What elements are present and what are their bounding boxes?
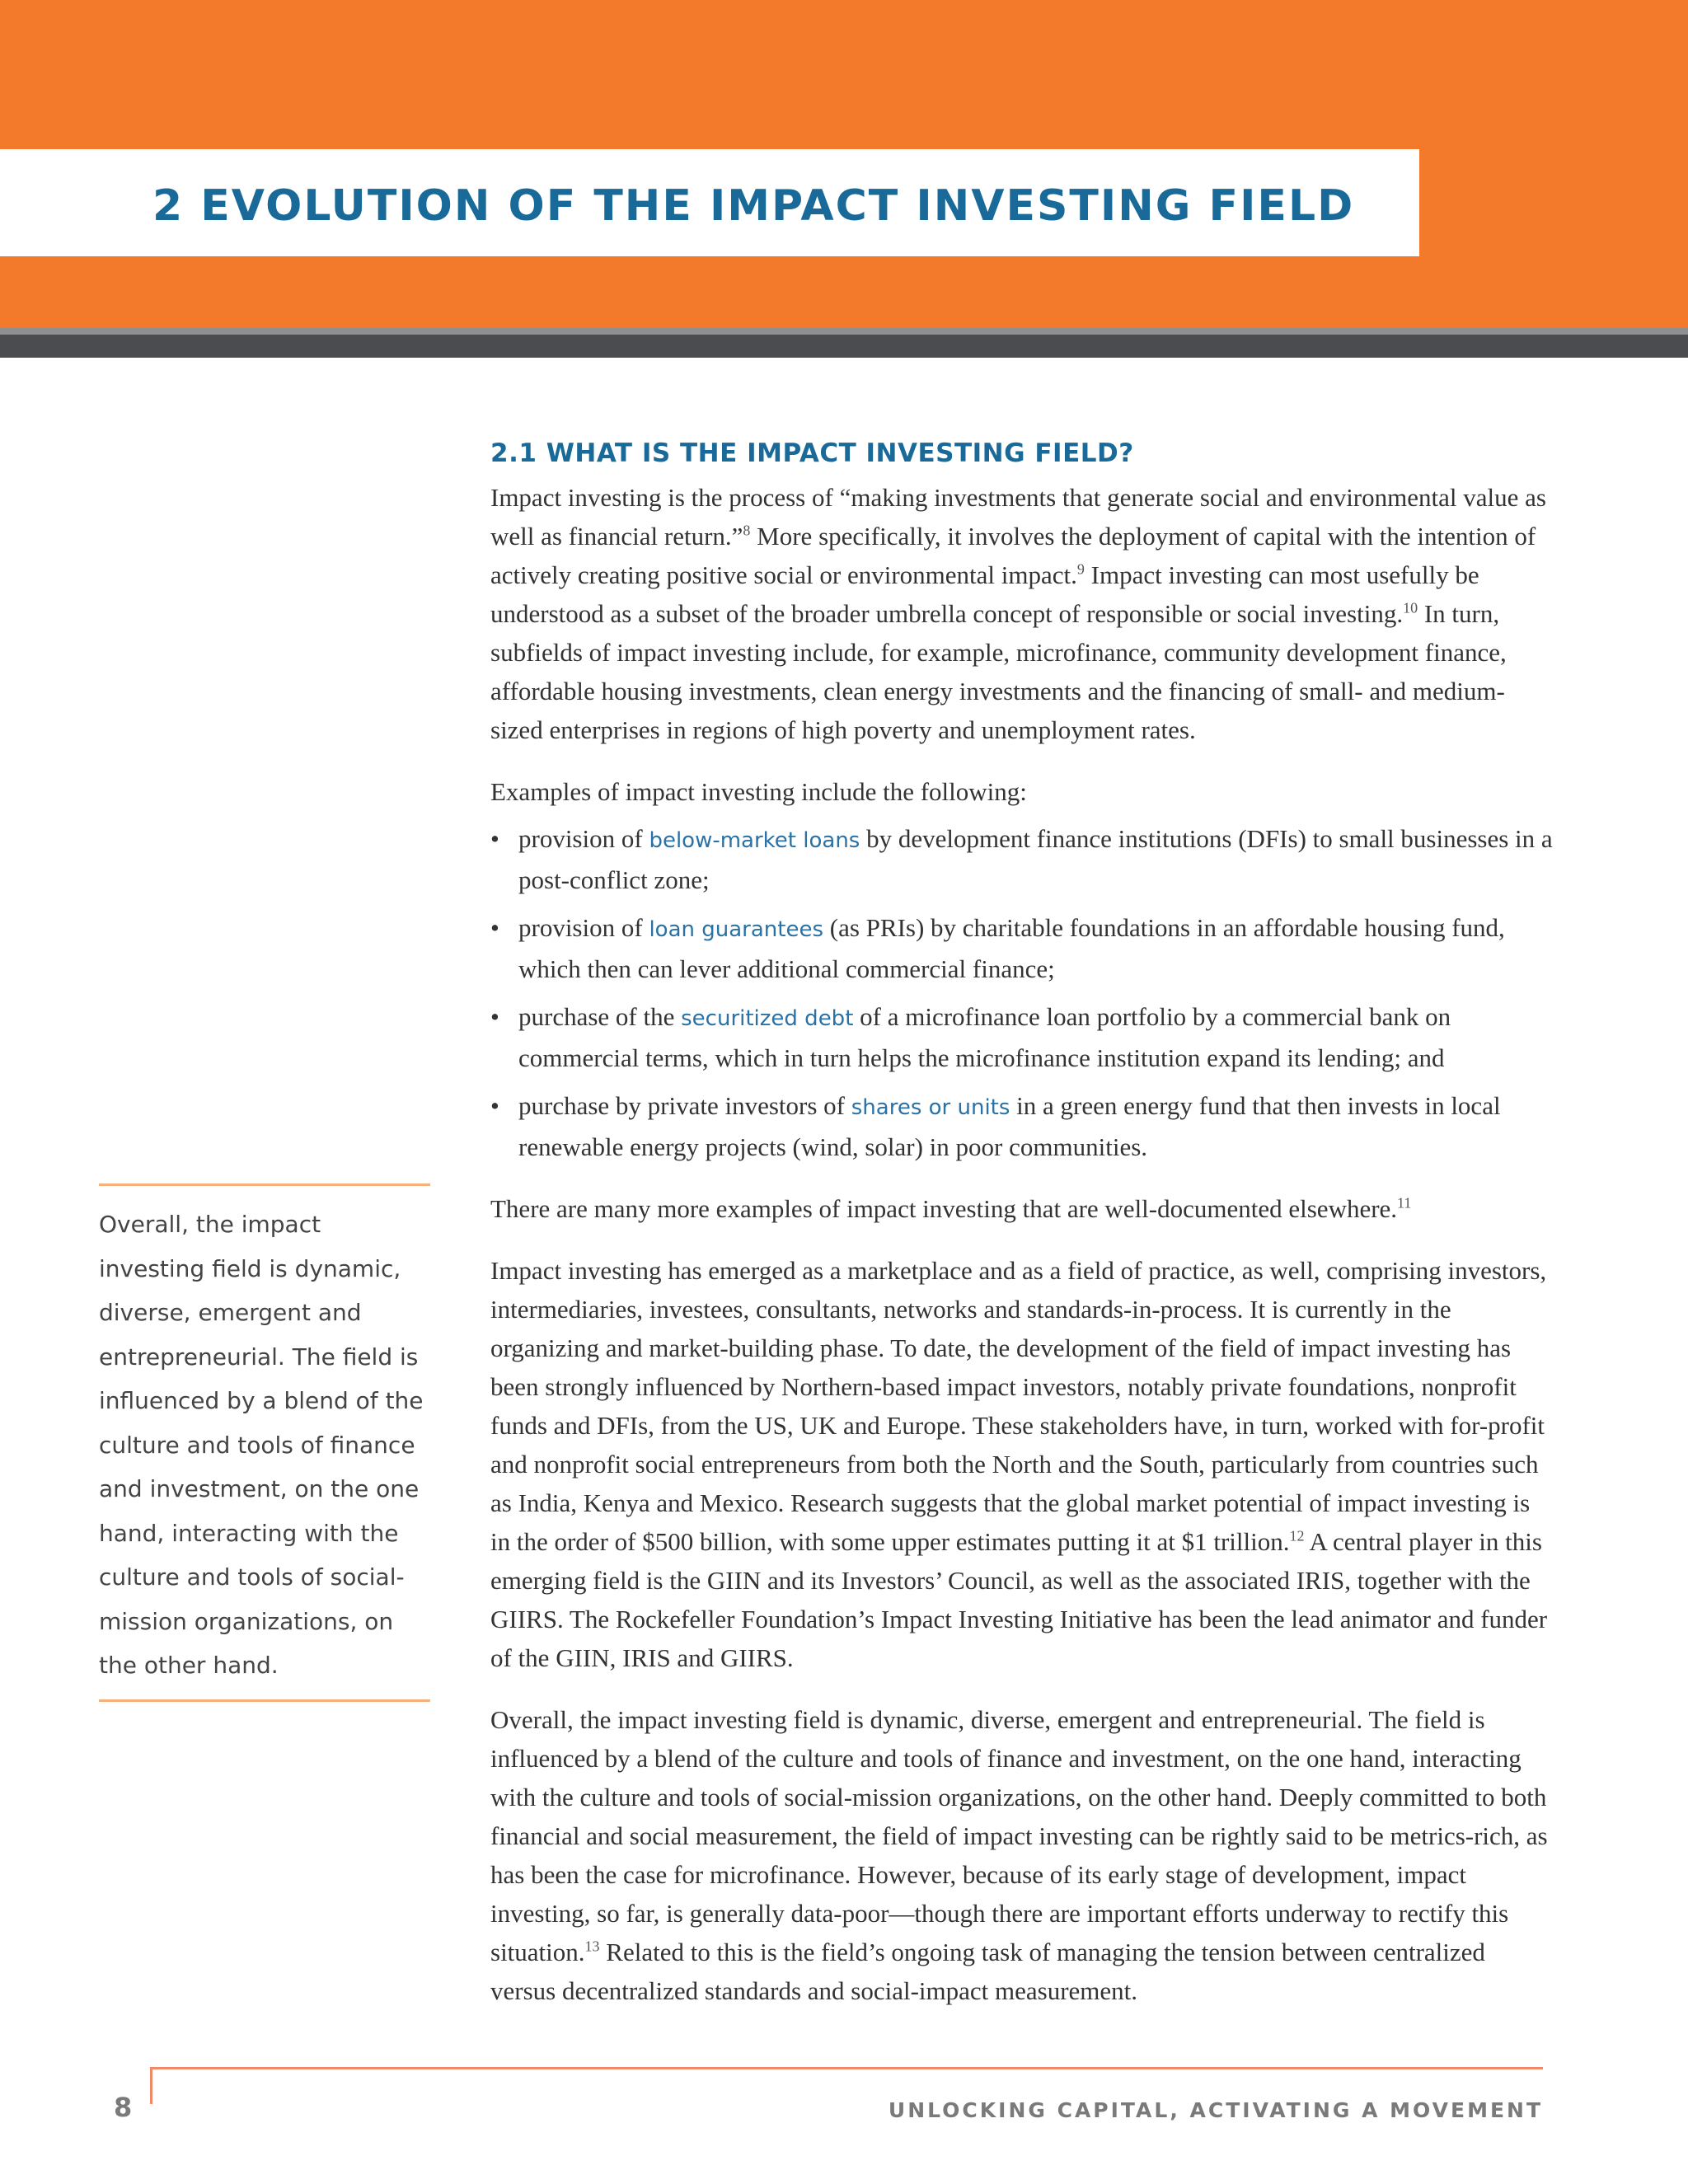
footnote-ref-11[interactable]: 11 — [1397, 1194, 1412, 1212]
paragraph-definition: Impact investing is the process of “making investments that generate social and environmental value as well as financial return.”$^8$ More specifically, it involves the deployment of capital with the intention of actively creating positive social or environmental impact.$^9$ Impact investing can most usefully be understood as a subset of the broader umbrella concept of responsible or social investing.$^{10}$ In turn, subfields of impact investing include, for example, microfinance, community development finance, affordable housing investments, clean energy investments and the financing of small- and medium-sized enterprises in regions of high poverty and unemployment rates. — [490, 483, 1546, 744]
section-heading: 2.1 WHAT IS THE IMPACT INVESTING FIELD? — [490, 438, 1134, 468]
pull-quote-line: influenced by a blend of the — [99, 1387, 424, 1414]
footer-rule-tick — [150, 2067, 152, 2104]
bullet-icon: • — [490, 824, 499, 853]
list-item: • provision of below-market loans by development finance institutions (DFIs) to small businesses in a post-conflict zone; — [490, 819, 1554, 899]
list-item: • purchase by private investors of shares or units in a green energy fund that then invests in local renewable energy projects (wind, solar) in poor communities. — [490, 1086, 1554, 1166]
paragraph-marketplace: Impact investing has emerged as a marketplace and as a field of practice, as well, comprising investors, intermediaries, investees, consultants, networks and standards-in-process. It is currently in the organizing and market-building phase. To date, the development of the field of impact investing has been strongly influenced by Northern-based impact investors, notably private foundations, nonprofit funds and DFIs, from the US, UK and Europe. These stakeholders have, in turn, worked with for-profit and nonprofit social entrepreneurs from both the North and the South, particularly from countries such as India, Kenya and Mexico. Research suggests that the global market potential of impact investing is in the order of $500 billion, with some upper estimates putting it at $1 trillion.$^{12}$ A central player in this emerging field is the GIIN and its Investors’ Council, as well as the associated IRIS, together with the GIIRS. The Rockefeller Foundation’s Impact Investing Initiative has been the lead animator and funder of the GIIN, IRIS and GIIRS. — [490, 1256, 1548, 1672]
glossary-term[interactable]: loan guarantees — [649, 917, 823, 942]
paragraph-more-examples: There are many more examples of impact investing that are well-documented elsewhere.$^{11}$ — [490, 1194, 1412, 1223]
pull-quote-text — [99, 1186, 430, 1699]
footnote-ref-8[interactable]: 8 — [743, 522, 751, 539]
footnote-ref-10[interactable]: 10 — [1403, 599, 1418, 616]
footnote-ref-13[interactable]: 13 — [584, 1938, 600, 1955]
pull-quote-line: diverse, emergent and — [99, 1299, 362, 1326]
banner-divider-light — [0, 328, 1688, 335]
paragraph-overall: Overall, the impact investing field is dynamic, diverse, emergent and entrepreneurial. The field is influenced by a blend of the culture and tools of finance and investment, on the one hand, interacting with the culture and tools of social-mission organizations, on the other hand. Deeply committed to both financial and social measurement, the field of impact investing can be rightly said to be metrics-rich, as has been the case for microfinance. However, because of its early stage of development, impact investing, so far, is generally data-poor—though there are important efforts underway to rectify this situation.$^{13}$ Related to this is the field’s ongoing task of managing the tension between centralized versus decentralized standards and social-impact measurement. — [490, 1705, 1548, 2005]
banner-divider-dark — [0, 335, 1688, 358]
pull-quote-line: culture and tools of social- — [99, 1563, 405, 1591]
pull-quote-line: mission organizations, on — [99, 1607, 394, 1635]
pull-quote-line: the other hand. — [99, 1652, 279, 1679]
list-item: • provision of loan guarantees (as PRIs) by charitable foundations in an affordable housing fund, which then can lever additional commercial finance; — [490, 908, 1554, 988]
pull-quote — [99, 1183, 430, 1702]
pull-quote-line: investing field is dynamic, — [99, 1254, 401, 1282]
bullet-icon: • — [490, 913, 499, 942]
examples-intro: Examples of impact investing include the following: — [490, 777, 1027, 806]
glossary-term[interactable]: below-market loans — [649, 828, 860, 853]
list-item: • purchase of the securitized debt of a microfinance loan portfolio by a commercial bank on commercial terms, which in turn helps the microfinance institution expand its lending; and — [490, 997, 1554, 1077]
glossary-term[interactable]: shares or units — [851, 1095, 1010, 1120]
main-column — [490, 429, 1554, 2033]
pull-quote-line: and investment, on the one — [99, 1475, 420, 1502]
pull-quote-bottom-rule — [99, 1699, 430, 1702]
bullet-icon: • — [490, 1091, 499, 1120]
page-number: 8 — [114, 2092, 133, 2123]
footnote-ref-9[interactable]: 9 — [1076, 560, 1085, 578]
pull-quote-line: culture and tools of finance — [99, 1431, 415, 1459]
glossary-term[interactable]: securitized debt — [681, 1006, 854, 1031]
running-title: UNLOCKING CAPITAL, ACTIVATING A MOVEMENT — [888, 2098, 1543, 2122]
footnote-ref-12[interactable]: 12 — [1289, 1527, 1305, 1544]
footer-rule — [150, 2067, 1543, 2069]
bullet-icon: • — [490, 1002, 499, 1031]
pull-quote-line: Overall, the impact — [99, 1211, 321, 1238]
pull-quote-line: hand, interacting with the — [99, 1519, 399, 1547]
pull-quote-line: entrepreneurial. The field is — [99, 1343, 419, 1371]
examples-list — [490, 819, 1554, 1166]
chapter-title: 2 EVOLUTION OF THE IMPACT INVESTING FIELD — [152, 181, 1355, 231]
